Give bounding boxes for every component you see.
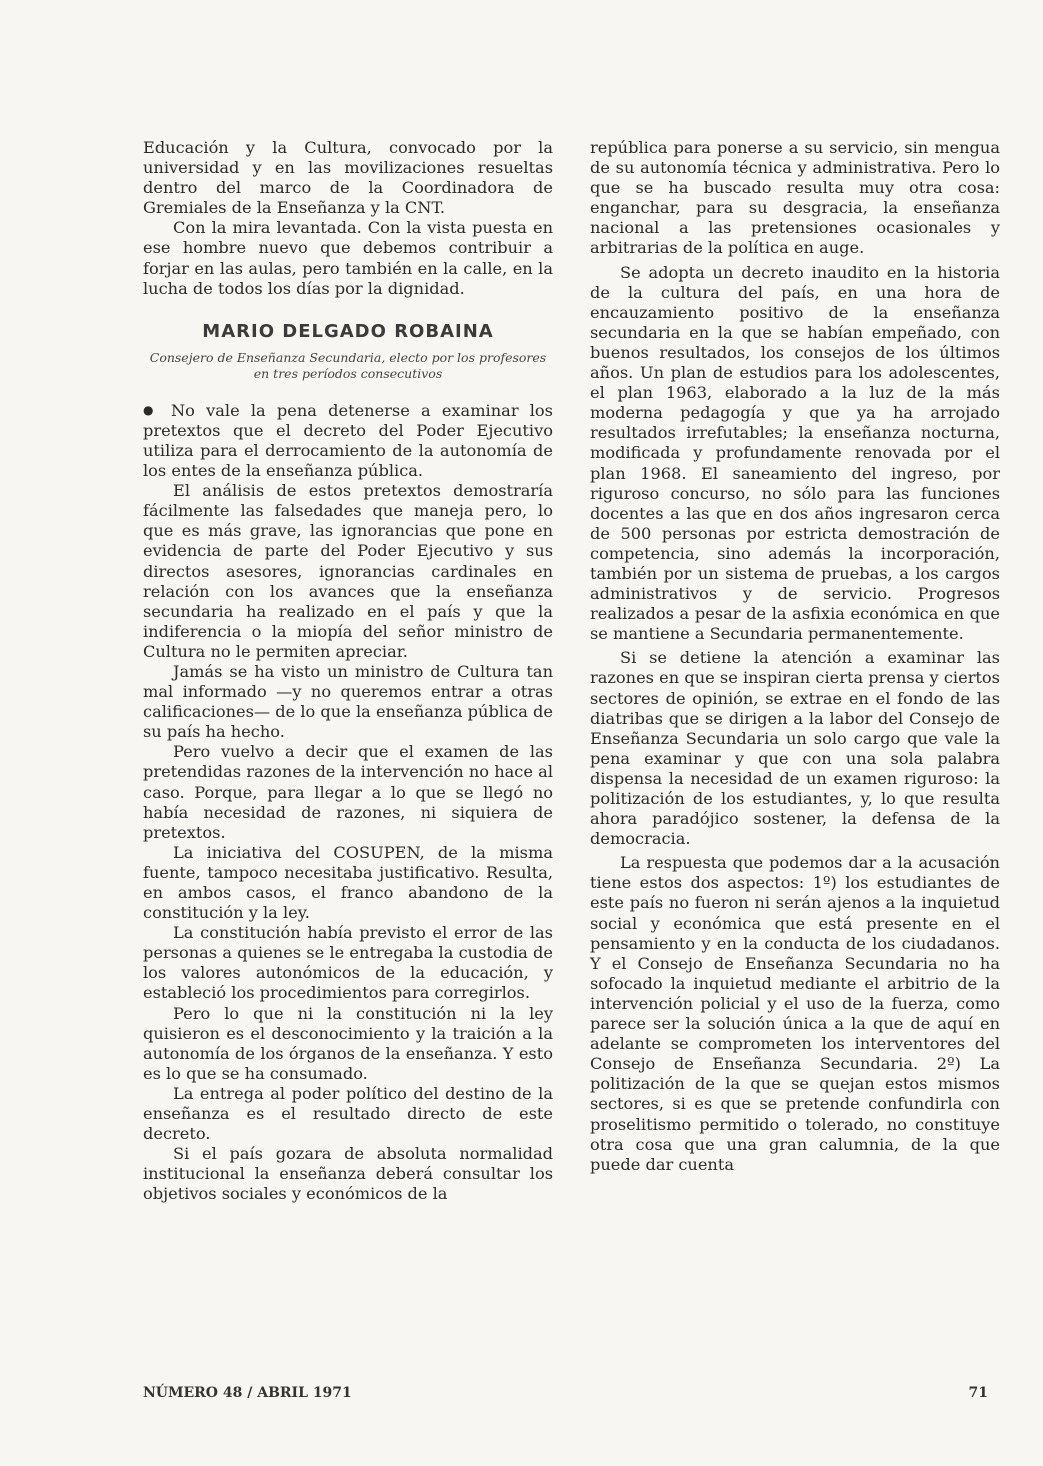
- body-paragraph: Pero vuelvo a decir que el examen de las pretendidas razones de la intervención no hace al caso. Porque, para llegar a lo que se llegó no había necesidad de razones, ni siquiera de pretextos.: [143, 742, 553, 842]
- body-paragraph: La entrega al poder político del destino de la enseñanza es el resultado directo de este decreto.: [143, 1083, 553, 1144]
- page-footer: [143, 1385, 988, 1401]
- page-number: 71: [968, 1385, 988, 1401]
- body-paragraph: Pero lo que ni la constitución ni la ley quisieron es el desconocimiento y la traición a la autonomía de los órganos de la enseñanza. Y esto es lo que se ha consumado.: [143, 1003, 553, 1083]
- body-paragraph: La constitución había previsto el error de las personas a quienes se le entregaba la custodia de los valores autonómicos de la educación, y estableció los procedimientos para corregirlos.: [143, 923, 553, 1003]
- left-column: [143, 138, 553, 1205]
- body-paragraph: república para ponerse a su servicio, sin mengua de su autonomía técnica y administrativa. Pero lo que se ha buscado resulta muy otra cosa: enganchar, para su desgracia, la enseñanza nacional a las pretensiones ocasionales y arbitrarias de la política en auge.: [590, 138, 1000, 258]
- author-role: Consejero de Enseñanza Secundaria, electo por los profesores en tres períodos consecutivos: [149, 349, 547, 381]
- paragraph-text: No vale la pena detenerse a examinar los pretextos que el decreto del Poder Ejecutivo utiliza para el derrocamiento de la autonomía de los entes de la enseñanza pública.: [143, 400, 553, 481]
- body-paragraph: Si se detiene la atención a examinar las razones en que se inspiran cierta prensa y ciertos sectores de opinión, se extrae en el fondo de las diatribas que se dirigen a la labor del Consejo de Enseñanza Secundaria un solo cargo que vale la pena examinar y que con una sola palabra dispensa la necesidad de un examen riguroso: la politización de los estudiantes, y, lo que resulta ahora paradójico sostener, la defensa de la democracia.: [590, 648, 1000, 849]
- bullet-icon: ●: [143, 402, 154, 417]
- author-name: MARIO DELGADO ROBAINA: [202, 320, 494, 342]
- body-paragraph: Jamás se ha visto un ministro de Cultura tan mal informado —y no queremos entrar a otras calificaciones— de lo que la enseñanza pública de su país ha hecho.: [143, 661, 553, 742]
- body-paragraph: La respuesta que podemos dar a la acusación tiene estos dos aspectos: 1º) los estudiantes de este país no fueron ni serán ajenos a la inquietud social y económica que está presente en el pensamiento y en la conducta de los ciudadanos. Y el Consejo de Enseñanza Secundaria no ha sofocado la inquietud mediante el arbitrio de la intervención policial y el uso de la fuerza, como parece ser la solución única a la que de aquí en adelante se comprometen los interventores del Consejo de Enseñanza Secundaria. 2º) La politización de la que se quejan estos mismos sectores, si es que se pretende confundirla con proselitismo permitido o tolerado, no constituye otra cosa que una gran calumnia, de la que puede dar cuenta: [590, 853, 1000, 1174]
- body-paragraph: Se adopta un decreto inaudito en la historia de la cultura del país, en una hora de encauzamiento positivo de la enseñanza secundaria en la que se habían empeñado, con buenos resultados, los consejos de los últimos años. Un plan de estudios para los adolescentes, el plan 1963, elaborado a la luz de la más moderna pedagogía y que ya ha arrojado resultados irrefutables; la enseñanza nocturna, modificada y profundamente renovada por el plan 1968. El saneamiento del ingreso, por riguroso concurso, no sólo para las funciones docentes a las que en dos años ingresaron cerca de 500 personas por estricta demostración de competencia, sino además la incorporación, también por un sistema de pruebas, a los cargos administrativos y de servicio. Progresos realizados a pesar de la asfixia económica en que se mantiene a Secundaria permanentemente.: [590, 262, 1000, 644]
- right-column: [590, 138, 1000, 1175]
- issue-label: NÚMERO 48 / ABRIL 1971: [143, 1385, 352, 1401]
- body-paragraph: La iniciativa del COSUPEN, de la misma fuente, tampoco necesitaba justificativo. Resulta, en ambos casos, el franco abandono de la constitución y la ley.: [143, 842, 553, 923]
- body-paragraph: El análisis de estos pretextos demostraría fácilmente las falsedades que maneja pero, lo que es más grave, las ignorancias que pone en evidencia de parte del Poder Ejecutivo y sus directos asesores, ignorancias cardinales en relación con los avances que la enseñanza secundaria ha realizado en el país y que la indiferencia o la miopía del señor ministro de Cultura no le permiten apreciar.: [143, 481, 553, 661]
- body-paragraph: [143, 400, 553, 481]
- intro-paragraph: Educación y la Cultura, convocado por la universidad y en las movilizaciones resueltas dentro del marco de la Coordinadora de Gremiales de la Enseñanza y la CNT.: [143, 138, 553, 218]
- body-paragraph: Si el país gozara de absoluta normalidad institucional la enseñanza deberá consultar los objetivos sociales y económicos de la: [143, 1144, 553, 1204]
- intro-paragraph: Con la mira levantada. Con la vista puesta en ese hombre nuevo que debemos contribuir a forjar en las aulas, pero también en la calle, en la lucha de todos los días por la dignidad.: [143, 218, 553, 298]
- author-block: [143, 321, 553, 382]
